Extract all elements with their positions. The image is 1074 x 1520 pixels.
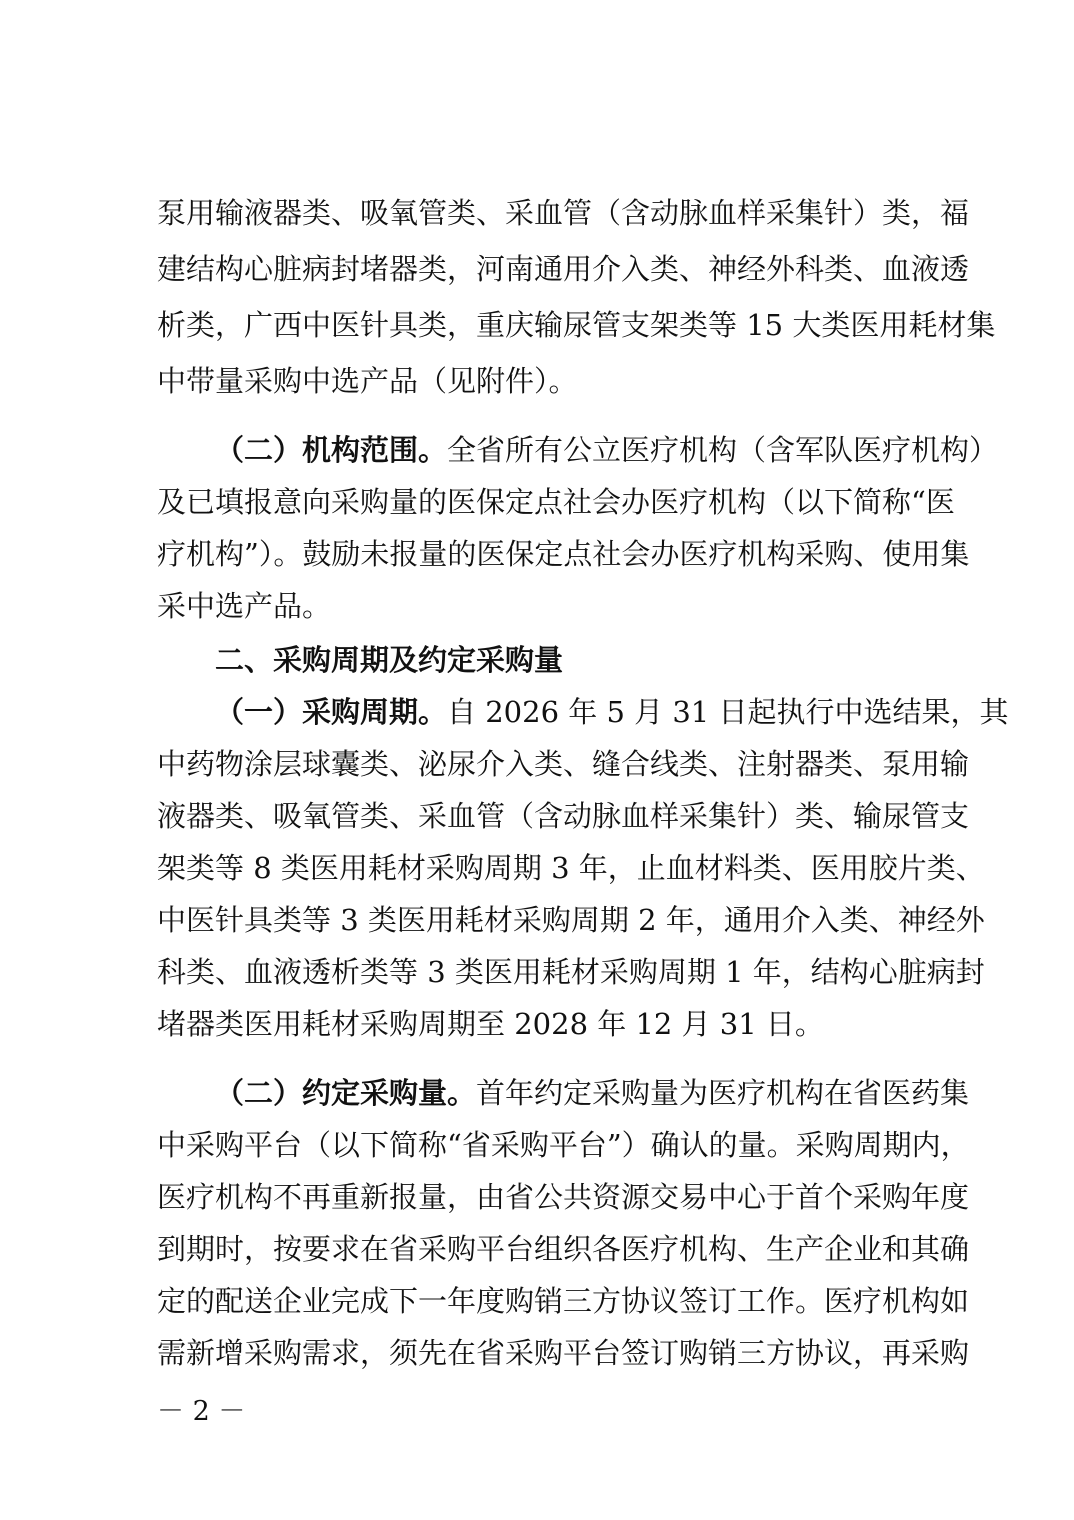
paragraph-line: 泵用输液器类、吸氧管类、采血管（含动脉血样采集针）类，福 (157, 196, 970, 230)
paragraph-line: 及已填报意向采购量的医保定点社会办医疗机构（以下简称“医 (157, 485, 955, 519)
section-period-text: 自 2026 年 5 月 31 日起执行中选结果，其 (447, 695, 1009, 729)
paragraph-line: 采中选产品。 (157, 589, 332, 623)
paragraph-line: 科类、血液透析类等 3 类医用耗材采购周期 1 年，结构心脏病封 (157, 955, 985, 989)
paragraph-line: 中医针具类等 3 类医用耗材采购周期 2 年，通用介入类、神经外 (157, 903, 985, 937)
paragraph-line: 中采购平台（以下简称“省采购平台”）确认的量。采购周期内， (157, 1128, 970, 1162)
section-period-first-line (215, 684, 1009, 740)
section-institution-text: 全省所有公立医疗机构（含军队医疗机构） (447, 433, 999, 467)
paragraph-line: 定的配送企业完成下一年度购销三方协议签订工作。医疗机构如 (157, 1284, 970, 1318)
paragraph-line: 析类，广西中医针具类，重庆输尿管支架类等 15 大类医用耗材集 (157, 308, 996, 342)
paragraph-line: 中带量采购中选产品（见附件）。 (157, 364, 578, 398)
section-period-title: （一）采购周期。 (215, 695, 448, 729)
paragraph-line: 液器类、吸氧管类、采血管（含动脉血样采集针）类、输尿管支 (157, 799, 970, 833)
paragraph-line: 需新增采购需求，须先在省采购平台签订购销三方协议，再采购 (157, 1336, 970, 1370)
paragraph-line: 医疗机构不再重新报量，由省公共资源交易中心于首个采购年度 (157, 1180, 970, 1214)
section-volume-text: 首年约定采购量为医疗机构在省医药集 (476, 1076, 970, 1110)
paragraph-line: 到期时，按要求在省采购平台组织各医疗机构、生产企业和其确 (157, 1232, 970, 1266)
section-institution-title: （二）机构范围。 (215, 433, 448, 467)
page-number: － 2 － (157, 1396, 246, 1427)
section-volume-title: （二）约定采购量。 (215, 1076, 477, 1110)
section-volume-first-line (215, 1065, 970, 1121)
paragraph-line: 堵器类医用耗材采购周期至 2028 年 12 月 31 日。 (157, 1007, 824, 1041)
paragraph-line: 疗机构”）。鼓励未报量的医保定点社会办医疗机构采购、使用集 (157, 537, 970, 571)
paragraph-line: 建结构心脏病封堵器类，河南通用介入类、神经外科类、血液透 (157, 252, 970, 286)
paragraph-line: 架类等 8 类医用耗材采购周期 3 年，止血材料类、医用胶片类、 (157, 851, 985, 885)
section-institution-first-line (215, 422, 999, 478)
paragraph-line: 中药物涂层球囊类、泌尿介入类、缝合线类、注射器类、泵用输 (157, 747, 970, 781)
section-heading: 二、采购周期及约定采购量 (215, 643, 564, 677)
